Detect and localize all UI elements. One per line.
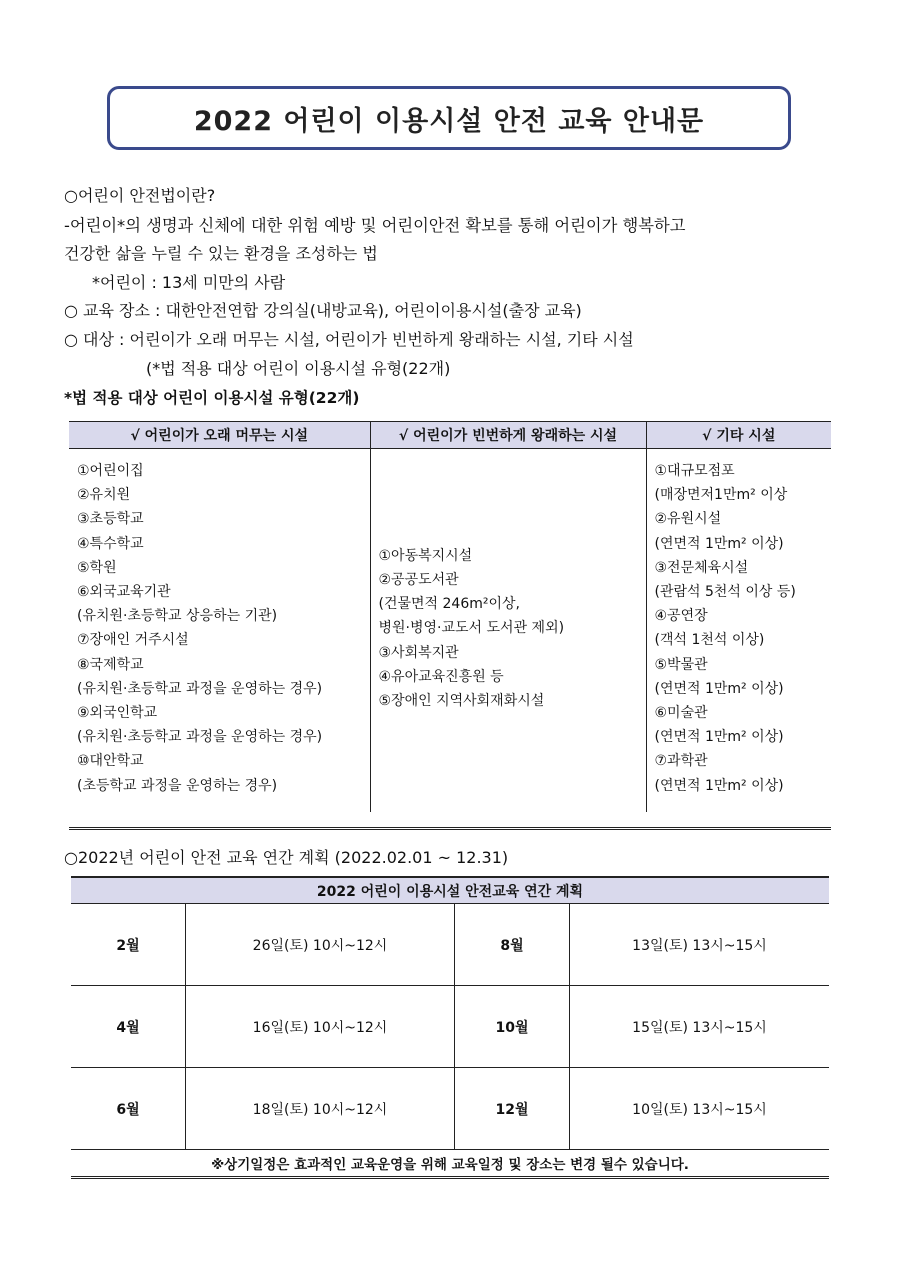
list-item: ①아동복지시설: [378, 547, 473, 564]
schedule-time-cell: 10일(토) 13시~15시: [570, 1068, 830, 1150]
list-item: ②공공도서관: [378, 571, 459, 588]
list-item: (연면적 1만m² 이상): [654, 680, 784, 697]
table-row: [71, 986, 829, 1068]
facility-type-table: [69, 421, 831, 812]
education-place: ○ 교육 장소 : 대한안전연합 강의실(내방교육), 어린이이용시설(출장 교육): [64, 301, 582, 320]
list-item: ③초등학교: [77, 511, 144, 528]
list-item: (초등학교 과정을 운영하는 경우): [77, 777, 278, 794]
list-item: (관람석 5천석 이상 등): [654, 584, 796, 601]
list-item: ⑦과학관: [654, 753, 708, 770]
list-item: ④공연장: [654, 608, 708, 625]
list-item: (유치원·초등학교 과정을 운영하는 경우): [77, 729, 323, 746]
list-item: ③전문체육시설: [654, 559, 749, 576]
list-item: (연면적 1만m² 이상): [654, 729, 784, 746]
schedule-time-cell: 13일(토) 13시~15시: [570, 904, 830, 986]
intro-question: ○어린이 안전법이란?: [64, 186, 216, 205]
child-definition-note: *어린이 : 13세 미만의 사람: [92, 273, 286, 292]
list-item: (연면적 1만m² 이상): [654, 777, 784, 794]
schedule-time-cell: 18일(토) 10시~12시: [186, 1068, 455, 1150]
schedule-time-cell: 16일(토) 10시~12시: [186, 986, 455, 1068]
education-target: ○ 대상 : 어린이가 오래 머무는 시설, 어린이가 빈번하게 왕래하는 시설, 기타 시설: [64, 330, 634, 349]
list-item: ④유아교육진흥원 등: [378, 668, 504, 685]
list-item: ⑦장애인 거주시설: [77, 632, 189, 649]
list-item: ②유치원: [77, 487, 131, 504]
table-bottom-border: [69, 827, 831, 830]
list-item: ④특수학교: [77, 535, 144, 552]
list-item: (객석 1천석 이상): [654, 632, 765, 649]
facility-table-heading: *법 적용 대상 어린이 이용시설 유형(22개): [64, 389, 360, 407]
list-item: (유치원·초등학교 상응하는 기관): [77, 608, 278, 625]
column-header-other: √ 기타 시설: [646, 422, 831, 449]
table-row: [71, 1068, 829, 1150]
frequent-visit-facilities-list: [370, 449, 646, 812]
column-header-long-stay: √ 어린이가 오래 머무는 시설: [69, 422, 370, 449]
list-item: ⑤박물관: [654, 656, 708, 673]
list-item: ⑧국제학교: [77, 656, 144, 673]
annual-plan-heading: ○2022년 어린이 안전 교육 연간 계획 (2022.02.01 ~ 12.31): [64, 848, 509, 867]
page-title: 2022 어린이 이용시설 안전 교육 안내문: [107, 86, 791, 150]
list-item: ⑤학원: [77, 559, 117, 576]
month-cell: 2월: [71, 904, 186, 986]
list-item: ①어린이집: [77, 463, 144, 479]
schedule-time-cell: 26일(토) 10시~12시: [186, 904, 455, 986]
list-item: ⑥외국교육기관: [77, 584, 171, 601]
list-item: (매장면저1만m² 이상: [654, 487, 788, 504]
month-cell: 8월: [455, 904, 570, 986]
list-item: 병원·병영·교도서 도서관 제외): [378, 620, 565, 637]
list-item: ②유원시설: [654, 511, 722, 528]
intro-definition-line2: 건강한 삶을 누릴 수 있는 환경을 조성하는 법: [64, 244, 378, 263]
list-item: ③사회복지관: [378, 644, 459, 661]
month-cell: 10월: [455, 986, 570, 1068]
list-item: ⑤장애인 지역사회재화시설: [378, 692, 545, 709]
list-item: (유치원·초등학교 과정을 운영하는 경우): [77, 680, 323, 697]
schedule-title: 2022 어린이 이용시설 안전교육 연간 계획: [71, 877, 829, 904]
long-stay-facilities-list: [69, 449, 370, 812]
list-item: ⑥미술관: [654, 705, 708, 722]
list-item: (연면적 1만m² 이상): [654, 535, 784, 552]
schedule-time-cell: 15일(토) 13시~15시: [570, 986, 830, 1068]
annual-schedule-table: [71, 876, 829, 1179]
other-facilities-list: [646, 449, 831, 812]
list-item: ⑨외국인학교: [77, 705, 158, 722]
list-item: ⑩대안학교: [77, 753, 144, 770]
column-header-frequent-visit: √ 어린이가 빈번하게 왕래하는 시설: [370, 422, 646, 449]
month-cell: 4월: [71, 986, 186, 1068]
month-cell: 12월: [455, 1068, 570, 1150]
table-row: [71, 904, 829, 986]
list-item: (건물면적 246m²이상,: [378, 596, 520, 613]
month-cell: 6월: [71, 1068, 186, 1150]
schedule-footnote: ※상기일정은 효과적인 교육운영을 위해 교육일정 및 장소는 변경 될수 있습니다.: [71, 1150, 829, 1178]
list-item: ①대규모점포: [654, 463, 735, 479]
intro-definition-line1: -어린이*의 생명과 신체에 대한 위험 예방 및 어린이안전 확보를 통해 어린이가 행복하고: [64, 216, 686, 235]
education-target-note: (*법 적용 대상 어린이 이용시설 유형(22개): [146, 359, 451, 378]
